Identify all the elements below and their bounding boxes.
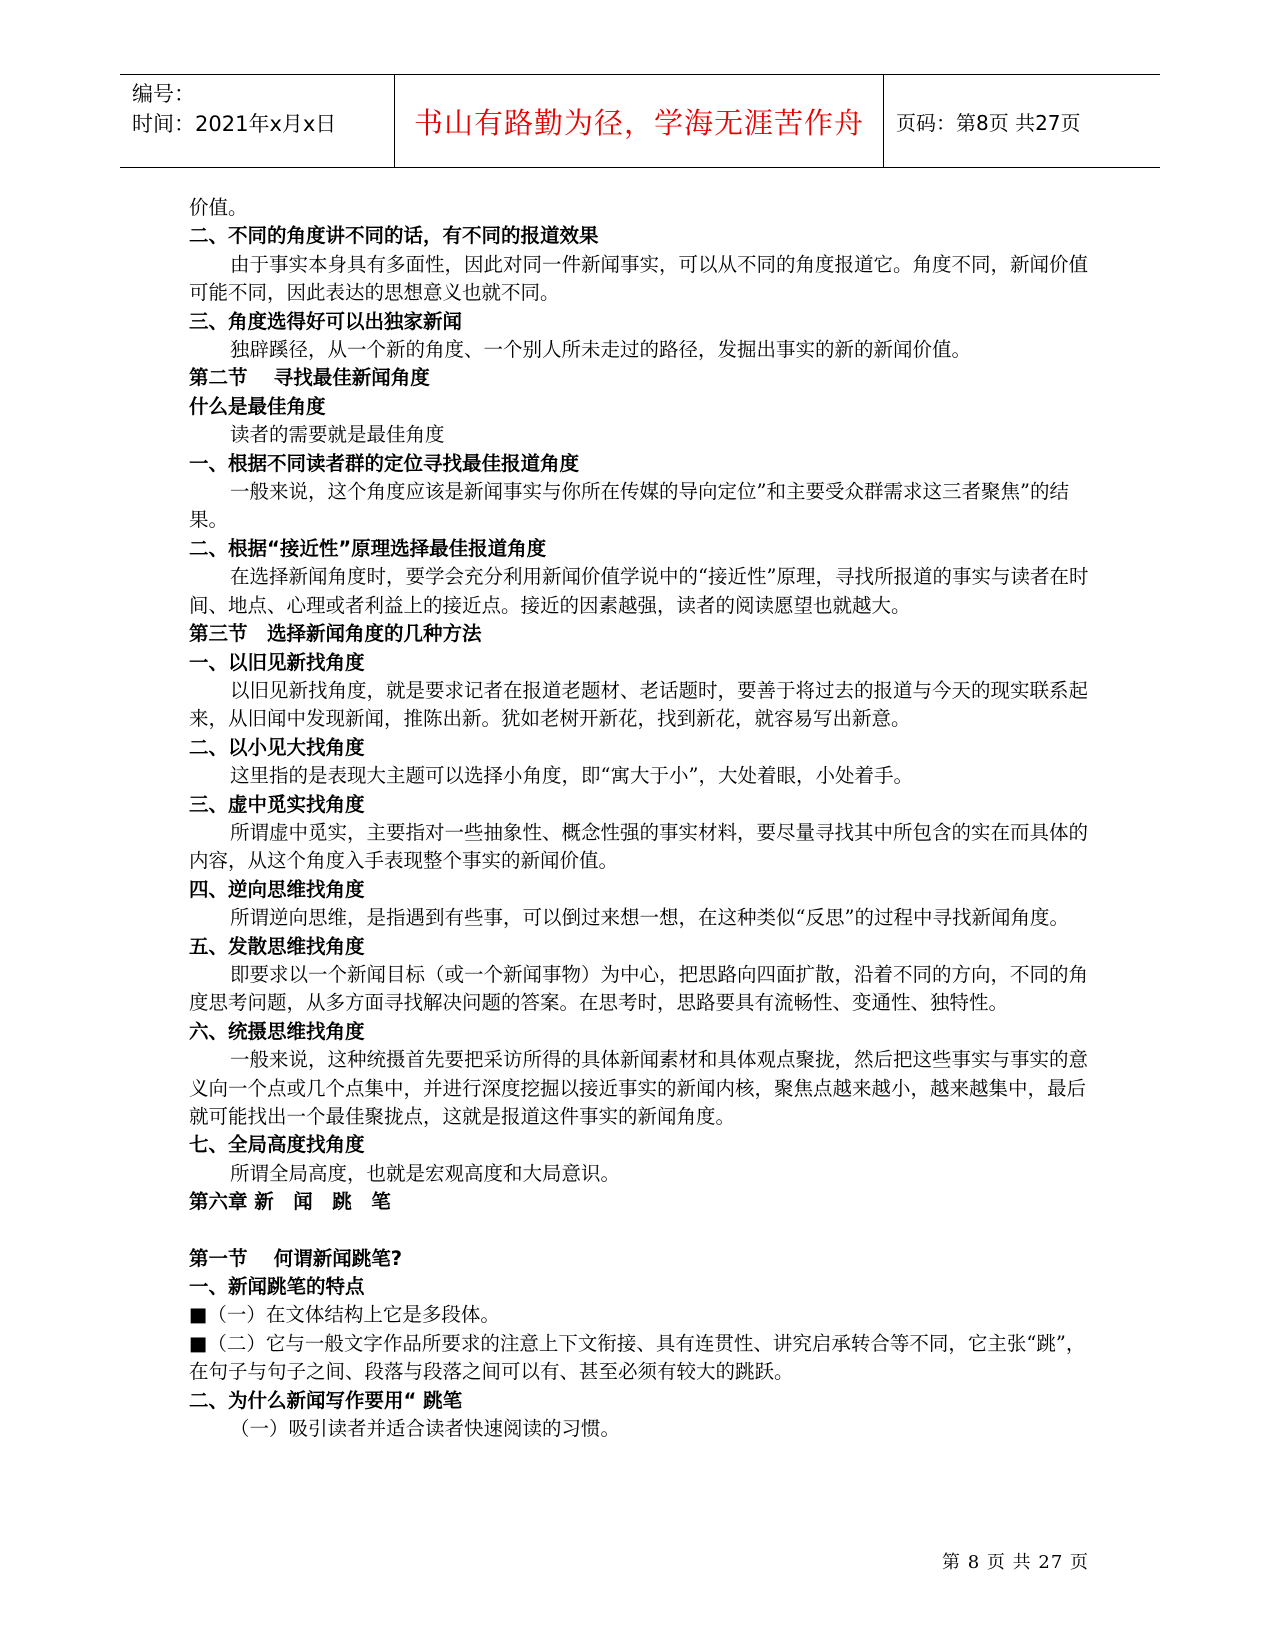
paragraph: 读者的需要就是最佳角度 <box>230 423 445 447</box>
number-label: 编号： <box>132 82 195 106</box>
section-heading: 七、全局高度找角度 <box>189 1133 365 1157</box>
section-heading: 一、新闻跳笔的特点 <box>189 1275 365 1299</box>
page-header <box>120 74 1160 168</box>
section-heading: 第二节 寻找最佳新闻角度 <box>189 366 430 390</box>
paragraph: 这里指的是表现大主题可以选择小角度，即“寓大于小”，大处着眼，小处着手。 <box>230 764 913 788</box>
section-heading: 什么是最佳角度 <box>189 394 326 418</box>
section-heading: 二、根据“接近性”原理选择最佳报道角度 <box>189 536 547 560</box>
paragraph: （一）吸引读者并适合读者快速阅读的习惯。 <box>230 1417 621 1441</box>
paragraph: 所谓全局高度，也就是宏观高度和大局意识。 <box>230 1161 621 1185</box>
section-heading: 第六章 新 闻 跳 笔 <box>189 1190 391 1214</box>
paragraph: 所谓虚中觅实，主要指对一些抽象性、概念性强的事实材料，要尽量寻找其中所包含的实在而具体的内容，从这个角度入手表现整个事实的新闻价值。 <box>189 820 1089 873</box>
paragraph: ■（二）它与一般文字作品所要求的注意上下文衔接、具有连贯性、讲究启承转合等不同，它主张“跳”，在句子与句子之间、段落与段落之间可以有、甚至必须有较大的跳跃。 <box>189 1331 1086 1384</box>
paragraph: 独辟蹊径，从一个新的角度、一个别人所未走过的路径，发掘出事实的新的新闻价值。 <box>230 338 972 362</box>
section-heading: 二、以小见大找角度 <box>189 735 365 759</box>
section-heading: 三、虚中觅实找角度 <box>189 792 365 816</box>
paragraph: ■（一）在文体结构上它是多段体。 <box>189 1303 500 1327</box>
section-heading: 第一节 何谓新闻跳笔? <box>189 1246 403 1270</box>
paragraph: 在选择新闻角度时，要学会充分利用新闻价值学说中的“接近性”原理，寻找所报道的事实与读者在时间、地点、心理或者利益上的接近点。接近的因素越强，读者的阅读愿望也就越大。 <box>189 565 1089 617</box>
spacer <box>189 1217 1099 1245</box>
section-heading: 一、以旧见新找角度 <box>189 650 365 674</box>
section-heading: 六、统摄思维找角度 <box>189 1019 365 1043</box>
date-label: 时间：2021年x月x日 <box>132 112 337 136</box>
section-heading: 二、不同的角度讲不同的话，有不同的报道效果 <box>189 224 599 248</box>
paragraph: 由于事实本身具有多面性，因此对同一件新闻事实，可以从不同的角度报道它。角度不同，新闻价值可能不同，因此表达的思想意义也就不同。 <box>189 252 1089 305</box>
document-body <box>189 194 1099 1443</box>
page-footer: 第 8 页 共 27 页 <box>942 1552 1089 1573</box>
paragraph: 以旧见新找角度，就是要求记者在报道老题材、老话题时，要善于将过去的报道与今天的现实联系起来，从旧闻中发现新闻，推陈出新。犹如老树开新花，找到新花，就容易写出新意。 <box>189 678 1089 731</box>
section-heading: 三、角度选得好可以出独家新闻 <box>189 309 463 333</box>
paragraph: 一般来说，这个角度应该是新闻事实与你所在传媒的导向定位”和主要受众群需求这三者聚焦”的结果。 <box>189 480 1069 532</box>
paragraph: 一般来说，这种统摄首先要把采访所得的具体新闻素材和具体观点聚拢，然后把这些事实与事实的意义向一个点或几个点集中，并进行深度挖掘以接近事实的新闻内核，聚焦点越来越小，越来越集中，最后就可能找出一个最佳聚拢点，这就是报道这件事实的新闻角度。 <box>189 1048 1089 1128</box>
header-meta <box>120 75 395 167</box>
section-heading: 第三节 选择新闻角度的几种方法 <box>189 622 482 646</box>
section-heading: 五、发散思维找角度 <box>189 934 365 958</box>
header-page-label: 页码：第8页 共27页 <box>896 110 1081 135</box>
header-motto: 书山有路勤为径，学海无涯苦作舟 <box>395 75 884 167</box>
paragraph: 所谓逆向思维，是指遇到有些事，可以倒过来想一想，在这种类似“反思”的过程中寻找新闻角度。 <box>230 906 1069 930</box>
paragraph: 价值。 <box>189 196 248 219</box>
paragraph: 即要求以一个新闻目标（或一个新闻事物）为中心，把思路向四面扩散，沿着不同的方向，不同的角度思考问题，从多方面寻找解决问题的答案。在思考时，思路要具有流畅性、变通性、独特性。 <box>189 962 1089 1015</box>
section-heading: 四、逆向思维找角度 <box>189 877 365 901</box>
section-heading: 一、根据不同读者群的定位寻找最佳报道角度 <box>189 451 580 475</box>
section-heading: 二、为什么新闻写作要用“ 跳笔 <box>189 1388 463 1412</box>
